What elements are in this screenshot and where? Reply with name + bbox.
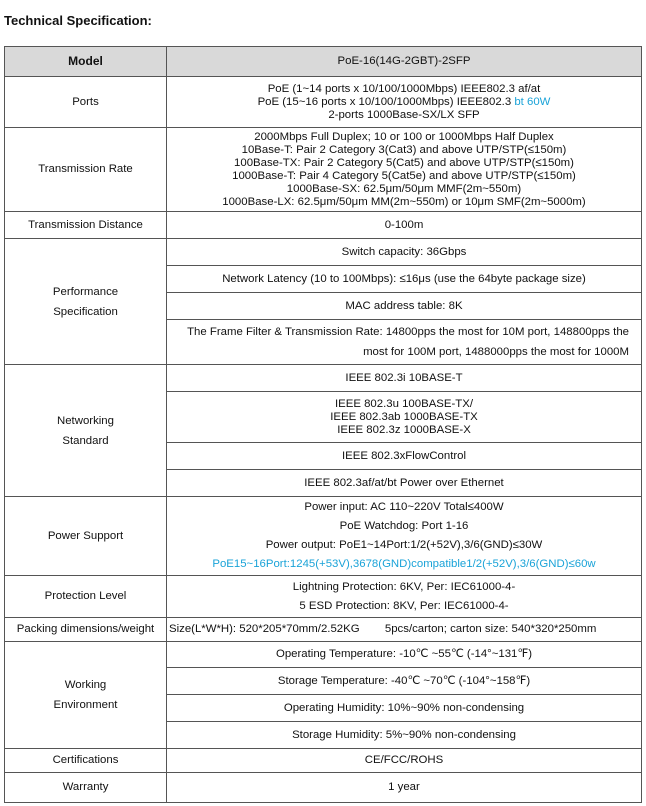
ports-line-2-highlight: bt 60W — [514, 95, 551, 108]
ports-line-2 — [167, 96, 641, 109]
ports-value — [167, 77, 642, 128]
switch-capacity: Switch capacity: 36Gbps — [167, 239, 642, 266]
transmission-rate-row — [5, 128, 642, 212]
networking-label — [5, 365, 167, 497]
warranty-label: Warranty — [5, 773, 167, 803]
model-label: Model — [5, 47, 167, 77]
performance-label — [5, 239, 167, 365]
ports-row — [5, 77, 642, 128]
standard-802-3u: IEEE 802.3u 100BASE-TX/ — [334, 397, 474, 410]
page-title: Technical Specification: — [4, 13, 152, 28]
ports-line-2-main: PoE (15~16 ports x 10/100/1000Mbps) IEEE802.3 — [257, 95, 512, 108]
standard-group — [167, 392, 642, 443]
standard-802-3i: IEEE 802.3i 10BASE-T — [167, 365, 642, 392]
standard-802-3z: IEEE 802.3z 1000BASE-X — [337, 423, 471, 436]
networking-row-1 — [5, 365, 642, 392]
rate-line-5: 1000Base-SX: 62.5μm/50μm MMF(2m~550m) — [286, 182, 522, 195]
operating-temperature: Operating Temperature: -10℃ ~55℃ (-14°~131℉) — [167, 642, 642, 668]
environment-row-1 — [5, 642, 642, 668]
protection-row — [5, 576, 642, 618]
ports-line-1: PoE (1~14 ports x 10/100/1000Mbps) IEEE802.3 af/at — [267, 82, 541, 95]
protection-level-label: Protection Level — [5, 576, 167, 618]
frame-filter-line-1: The Frame Filter & Transmission Rate: 14800pps the most for 10M port, 148800pps the — [187, 326, 629, 338]
standard-poe: IEEE 802.3af/at/bt Power over Ethernet — [167, 470, 642, 497]
protection-level-value — [167, 576, 642, 618]
power-support-label: Power Support — [5, 497, 167, 576]
power-support-value — [167, 497, 642, 576]
rate-line-1: 2000Mbps Full Duplex; 10 or 100 or 1000Mbps Half Duplex — [254, 130, 554, 143]
environment-label-line-2: Environment — [53, 699, 118, 711]
standard-802-3x: IEEE 802.3xFlowControl — [167, 443, 642, 470]
networking-label-line-2: Standard — [62, 434, 109, 447]
spec-table — [4, 46, 642, 803]
transmission-distance-label: Transmission Distance — [5, 212, 167, 239]
performance-label-line-1: Performance — [52, 285, 119, 298]
warranty-value: 1 year — [167, 773, 642, 803]
lightning-protection: Lightning Protection: 6KV, Per: IEC61000-4- — [292, 580, 516, 593]
storage-humidity: Storage Humidity: 5%~90% non-condensing — [167, 722, 642, 749]
frame-filter-rate — [167, 320, 642, 365]
packing-row — [5, 618, 642, 642]
model-value: PoE-16(14G-2GBT)-2SFP — [167, 47, 642, 77]
performance-label-line-2: Specification — [53, 305, 118, 318]
power-output: Power output: PoE1~14Port:1/2(+52V),3/6(GND)≤30W — [265, 539, 543, 551]
warranty-row — [5, 773, 642, 803]
operating-humidity: Operating Humidity: 10%~90% non-condensing — [167, 695, 642, 722]
rate-line-2: 10Base-T: Pair 2 Category 3(Cat3) and above UTP/STP(≤150m) — [241, 143, 567, 156]
networking-label-line-1: Networking — [57, 414, 114, 427]
performance-row-1 — [5, 239, 642, 266]
frame-filter-line-2: most for 100M port, 1488000pps the most for 1000M — [363, 346, 629, 358]
power-row — [5, 497, 642, 576]
environment-label-line-1: Working — [64, 679, 107, 691]
certifications-label: Certifications — [5, 749, 167, 773]
transmission-rate-label: Transmission Rate — [5, 128, 167, 212]
esd-protection: 5 ESD Protection: 8KV, Per: IEC61000-4- — [299, 599, 509, 612]
network-latency: Network Latency (10 to 100Mbps): ≤16μs (use the 64byte package size) — [167, 266, 642, 293]
table-header-row — [5, 47, 642, 77]
ports-label: Ports — [5, 77, 167, 128]
transmission-distance-value: 0-100m — [167, 212, 642, 239]
transmission-rate-value — [167, 128, 642, 212]
poe-watchdog: PoE Watchdog: Port 1-16 — [339, 520, 469, 532]
power-input: Power input: AC 110~220V Total≤400W — [304, 501, 504, 513]
rate-line-3: 100Base-TX: Pair 2 Category 5(Cat5) and above UTP/STP(≤150m) — [234, 156, 574, 169]
power-output-highlight: PoE15~16Port:1245(+53V),3678(GND)compatible1/2(+52V),3/6(GND)≤60w — [212, 558, 596, 570]
rate-line-6: 1000Base-LX: 62.5μm/50μm MM(2m~550m) or 10μm SMF(2m~5000m) — [222, 195, 586, 208]
certifications-row — [5, 749, 642, 773]
ports-line-3: 2-ports 1000Base-SX/LX SFP — [328, 108, 480, 121]
rate-line-4: 1000Base-T: Pair 4 Category 5(Cat5e) and above UTP/STP(≤150m) — [232, 169, 576, 182]
packing-label: Packing dimensions/weight — [5, 618, 167, 642]
certifications-value: CE/FCC/ROHS — [167, 749, 642, 773]
environment-label — [5, 642, 167, 749]
transmission-distance-row — [5, 212, 642, 239]
standard-802-3ab: IEEE 802.3ab 1000BASE-TX — [330, 410, 478, 423]
mac-address-table: MAC address table: 8K — [167, 293, 642, 320]
packing-value: Size(L*W*H): 520*205*70mm/2.52KG 5pcs/carton; carton size: 540*320*250mm — [167, 618, 642, 642]
storage-temperature: Storage Temperature: -40℃ ~70℃ (-104°~158℉) — [167, 668, 642, 695]
